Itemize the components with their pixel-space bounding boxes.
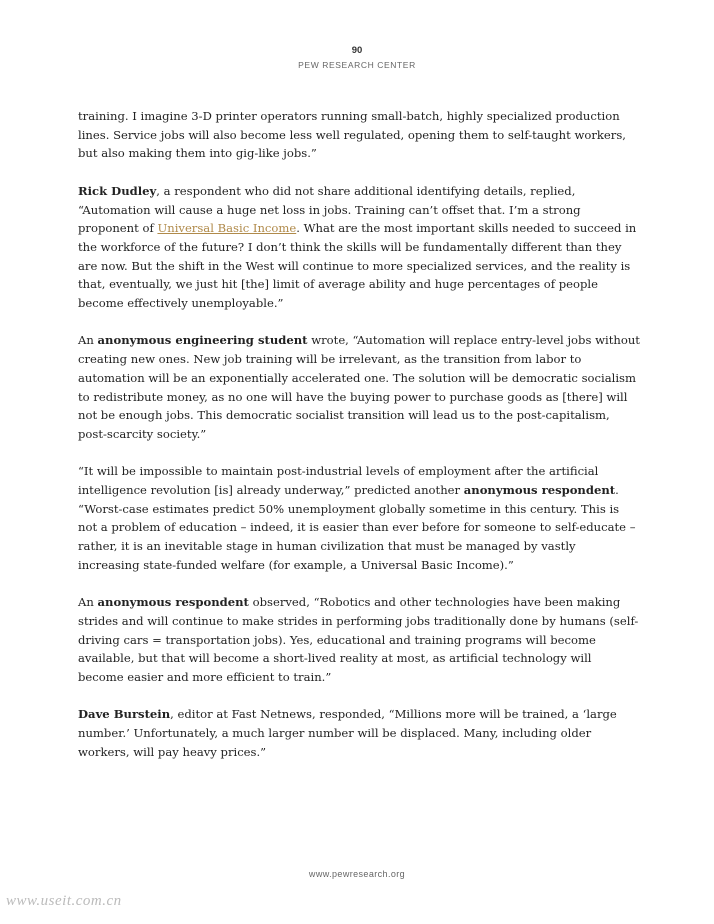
paragraph-text: , a respondent who did not share additional identifying details, replied, “Automation will cause a huge net loss in jobs. Training can’t offset that. I’m a strong proponent of	[78, 183, 581, 236]
paragraph	[78, 705, 640, 761]
page-footer: www.pewresearch.org	[308, 869, 406, 879]
respondent-name: anonymous respondent	[463, 483, 616, 498]
respondent-name: Rick Dudley	[78, 183, 157, 198]
paragraph-text: training. I imagine 3-D printer operators running small-batch, highly specialized production lines. Service jobs will also become less well regulated, opening them to self-taught workers, but also making them into gig-like jobs.”	[78, 109, 626, 161]
paragraph-prefix: An	[78, 333, 98, 348]
respondent-name: Dave Burstein	[78, 707, 171, 722]
respondent-name: anonymous engineering student	[97, 333, 308, 348]
page-number: 90	[351, 45, 363, 56]
organization-name: PEW RESEARCH CENTER	[298, 60, 416, 70]
respondent-name: anonymous respondent	[97, 595, 249, 610]
paragraph	[78, 182, 640, 313]
paragraph	[78, 593, 640, 687]
paragraph	[78, 107, 640, 163]
paragraph	[78, 462, 640, 574]
paragraph-text: wrote, “Automation will replace entry-level jobs without creating new ones. New job training will be irrelevant, as the transition from labor to automation will be an exponentially accelerated one. The solution will be democratic socialism to redistribute money, as no one will have the buying power to purchase goods as [there] will not be enough jobs. This democratic socialist transition will lead us to the post-capitalism, post-scarcity society.”	[78, 333, 640, 441]
paragraph-text: observed, “Robotics and other technologies have been making strides and will continue to make strides in performing jobs traditionally done by humans (self-driving cars = transportation jobs). Yes, educational and training programs will become available, but that will become a short-lived reality at most, as artificial technology will become easier and more efficient to train.”	[78, 595, 639, 685]
watermark: www.useit.com.cn	[6, 893, 122, 909]
universal-basic-income-link[interactable]: Universal Basic Income	[157, 221, 297, 236]
page-header	[0, 44, 714, 72]
paragraph-text: . What are the most important skills needed to succeed in the workforce of the future? I don’t think the skills will be fundamentally different than they are now. But the shift in the West will continue to more specialized services, and the reality is that, eventually, we just hit [the] limit of average ability and huge percentages of people become effectively unemployable.”	[78, 221, 637, 311]
paragraph-text: . “Worst-case estimates predict 50% unemployment globally sometime in this century. This is not a problem of education – indeed, it is easier than ever before for someone to self-educate – rather, it is an inevitable stage in human civilization that must be managed by vastly increasing state-funded welfare (for example, a Universal Basic Income).”	[78, 483, 636, 572]
paragraph-text: , editor at Fast Netnews, responded, “Millions more will be trained, a ‘large number.’ Unfortunately, a much larger number will be displaced. Many, including older workers, will pay heavy prices.”	[78, 707, 617, 759]
document-body	[78, 107, 640, 780]
paragraph-prefix: An	[78, 595, 98, 610]
paragraph-text: “It will be impossible to maintain post-industrial levels of employment after the artificial intelligence revolution [is] already underway,” predicted another	[78, 464, 599, 498]
paragraph	[78, 331, 640, 443]
